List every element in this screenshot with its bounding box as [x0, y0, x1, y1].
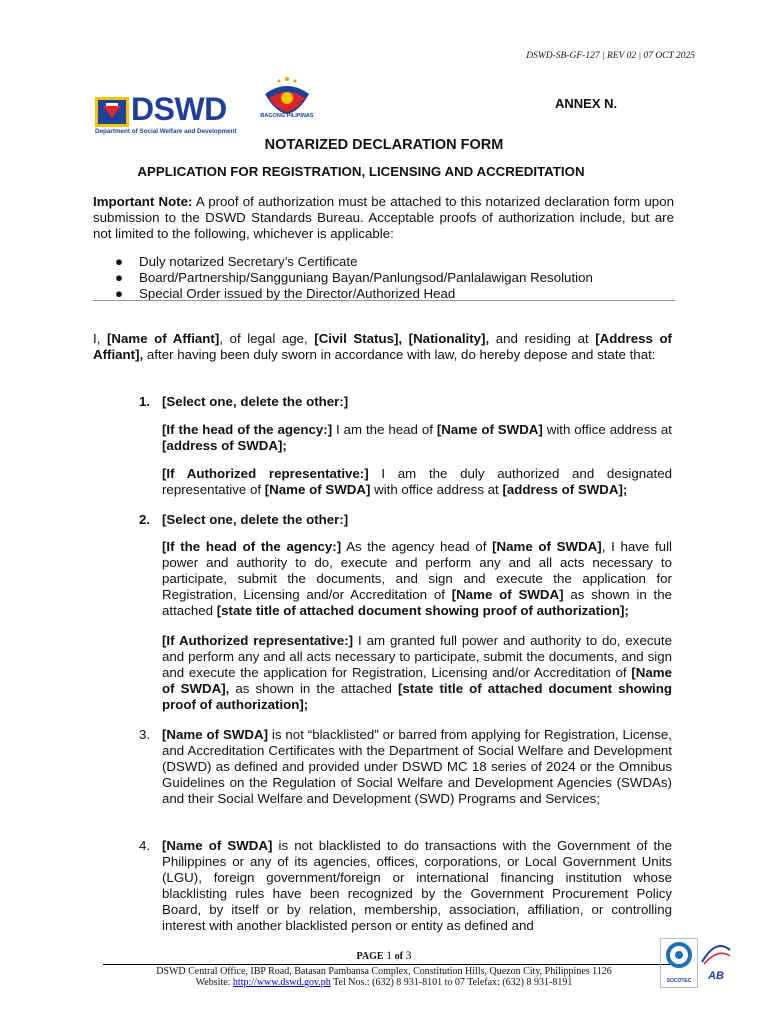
intro-text: , of legal age,: [219, 331, 315, 346]
footer-contact: [0, 977, 768, 989]
intro-text: and residing at: [489, 331, 596, 346]
option-text: as shown in the attached: [229, 681, 398, 696]
item3-text: [162, 727, 672, 807]
list-item-text: Special Order issued by the Director/Authorized Head: [139, 286, 456, 301]
ab-cert-badge: [700, 942, 732, 986]
item-body: is not blacklisted to do transactions with the Government of the Philippines or any of its agencies, offices, corporations, or Local Government Units (LGU), foreign government/foreign or international financing institution whose blacklisting rules have been recognized by the Government Procurement Policy Board, by itself or by relation, membership, association, affiliation, or controlling interest with another blacklisted person or entity as defined and: [162, 838, 672, 933]
bullet-icon: ●: [115, 254, 124, 269]
item4-text: [162, 838, 672, 934]
swda-name-placeholder: [Name of SWDA]: [162, 727, 269, 742]
socotec-text: SOCOTEC: [666, 978, 692, 984]
list-item-text: Duly notarized Secretary’s Certificate: [139, 254, 358, 269]
page-label: PAGE: [356, 951, 384, 962]
option-label: [If the head of the agency:]: [162, 539, 342, 554]
bullet-icon: ●: [115, 270, 124, 285]
swda-name-placeholder: [Name of SWDA]: [264, 482, 371, 497]
page-number: [0, 948, 768, 963]
item-number: 2.: [139, 512, 151, 527]
page-total: 3: [405, 948, 412, 962]
option-text: with office address at: [370, 482, 503, 497]
swda-name-placeholder: [Name of SWDA]: [162, 838, 273, 853]
item-number: 3.: [139, 727, 151, 742]
divider: [93, 300, 675, 301]
annex-label: ANNEX N.: [555, 96, 618, 111]
document-code: DSWD-SB-GF-127 | REV 02 | 07 OCT 2025: [526, 51, 695, 61]
form-title: NOTARIZED DECLARATION FORM: [264, 137, 504, 153]
bullet-icon: ●: [115, 286, 124, 301]
affiant-intro: [93, 331, 672, 363]
page-current: 1: [386, 948, 393, 962]
address-placeholder: [Address of Affiant],: [93, 331, 672, 362]
option-label: [If Authorized representative:]: [162, 633, 354, 648]
option-text: , I have full power and authority to do, execute and perform any and all acts necessary to participate, submit the documents, and sign and execute the application for Registration, Licensing and/or Accreditation of: [162, 539, 672, 602]
contact-numbers: Tel Nos.: (632) 8 931-8101 to 07 Telefax: (632) 8 931-8191: [330, 977, 573, 988]
bagong-pilipinas-text: BAGONG PILIPINAS: [260, 113, 314, 119]
option-text: As the agency head of: [341, 539, 493, 554]
option-text: with office address at: [542, 422, 672, 437]
swda-name-placeholder: [Name of SWDA]: [492, 539, 602, 554]
item-heading: [Select one, delete the other:]: [162, 512, 349, 527]
swda-name-placeholder: [Name of SWDA]: [436, 422, 543, 437]
bagong-pilipinas-logo: [259, 70, 315, 120]
list-item-text: Board/Partnership/Sangguniang Bayan/Panlungsod/Panlalawigan Resolution: [139, 270, 593, 285]
item1-head-option: [162, 422, 672, 454]
affiant-name-placeholder: [Name of Affiant]: [106, 331, 220, 346]
item2-rep-option: [162, 633, 672, 713]
swda-name-placeholder: [Name of SWDA],: [162, 665, 672, 696]
document-title-placeholder: [state title of attached document showing proof of authorization];: [162, 681, 672, 712]
footer-divider: [103, 964, 670, 965]
website-link[interactable]: http://www.dswd.gov.ph: [232, 977, 331, 988]
footer-address: DSWD Central Office, IBP Road, Batasan Pambansa Complex, Constitution Hills, Quezon City, Philippines 1126: [156, 966, 612, 977]
option-text: I am the head of: [332, 422, 437, 437]
list-item: [93, 270, 674, 286]
option-text: as shown in the attached: [162, 587, 672, 618]
item-heading: [Select one, delete the other:]: [162, 394, 349, 409]
civil-status-placeholder: [Civil Status], [Nationality],: [314, 331, 490, 346]
document-title-placeholder: [state title of attached document showing proof of authorization];: [216, 603, 629, 618]
note-text: A proof of authorization must be attached to this notarized declaration form upon submission to the DSWD Standards Bureau. Acceptable proofs of authorization include, but are not limited to the following, whichever is applicable:: [93, 194, 674, 241]
option-text: I am the duly authorized and designated representative of: [162, 466, 672, 497]
option-label: [If the head of the agency:]: [162, 422, 333, 437]
of-label: of: [394, 951, 403, 962]
intro-text: after having been duly sworn in accordance with law, do hereby depose and state that:: [143, 347, 656, 362]
note-label: Important Note:: [93, 194, 193, 209]
item-number: 4.: [139, 838, 151, 853]
item-body: is not “blacklisted” or barred from applying for Registration, License, and Accreditation Certificates with the Department of Social Welfare and Development (DSWD) as defined and provided under DSWD MC 18 series of 2024 or the Omnibus Guidelines on the Regulation of Social Welfare and Development Agencies (SWDAs) and their Social Welfare and Development (SWD) Programs and Services;: [162, 727, 673, 806]
dswd-logo-subtext: Department of Social Welfare and Development: [95, 128, 237, 135]
ab-text: AB: [708, 970, 724, 982]
swda-name-placeholder: [Name of SWDA]: [451, 587, 564, 602]
form-subtitle: APPLICATION FOR REGISTRATION, LICENSING AND ACCREDITATION: [137, 164, 585, 179]
dswd-logo: [95, 91, 245, 139]
list-item: [93, 254, 674, 270]
proof-list: [93, 254, 674, 302]
item-number: 1.: [139, 394, 151, 409]
swda-address-placeholder: [address of SWDA];: [502, 482, 628, 497]
important-note: [93, 194, 674, 242]
option-label: [If Authorized representative:]: [162, 466, 369, 481]
socotec-cert-badge: [660, 938, 698, 988]
swda-address-placeholder: [address of SWDA];: [162, 438, 287, 453]
option-text: I am granted full power and authority to do, execute and perform any and all acts necessary to participate, submit the documents, and sign and execute the application for Registration, Licensing and/or Accreditation of: [162, 633, 672, 680]
dswd-logo-text: DSWD: [131, 91, 227, 127]
website-label: Website:: [195, 977, 233, 988]
intro-text: I,: [93, 331, 107, 346]
item1-rep-option: [162, 466, 672, 498]
item2-head-option: [162, 539, 672, 619]
